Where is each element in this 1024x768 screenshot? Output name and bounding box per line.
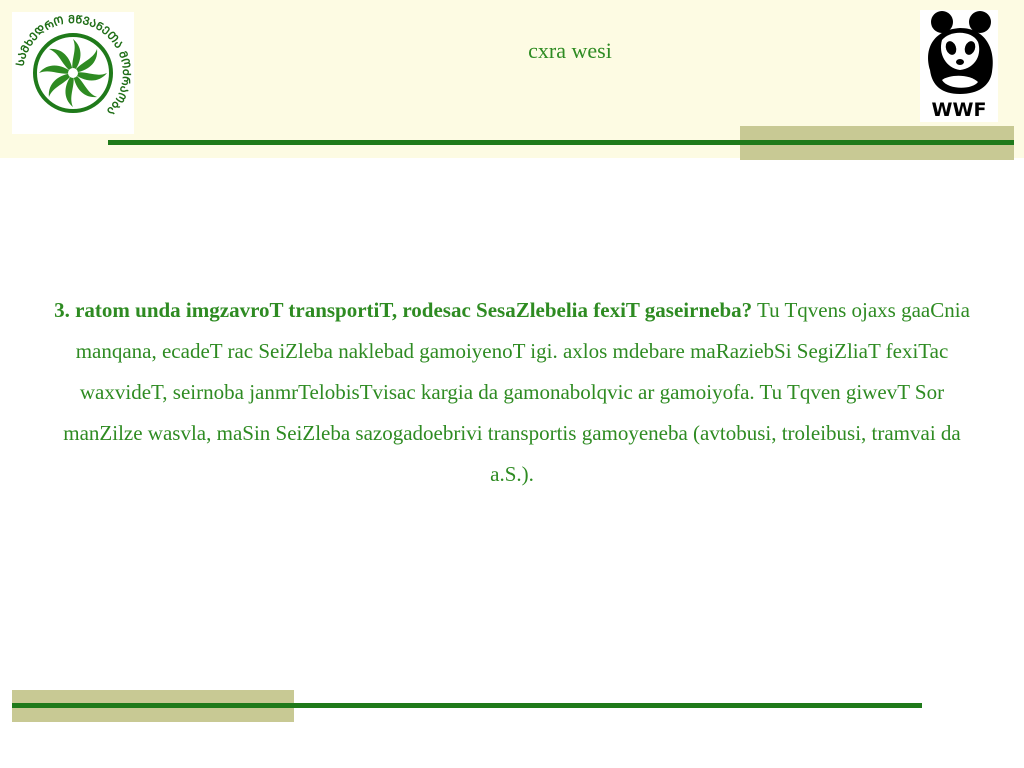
panda-icon (920, 10, 998, 122)
slide-title: cxra wesi (528, 38, 612, 63)
header-green-divider (108, 140, 1014, 145)
green-spiral-emblem-icon (12, 12, 134, 134)
wwf-text: WWF (931, 99, 987, 121)
question-text: 3. ratom unda imgzavroT transportiT, rodesac SesaZlebelia fexiT gaseirneba? (54, 298, 753, 322)
green-spiral-emblem-logo (12, 12, 134, 134)
body-paragraph (44, 290, 980, 495)
emblem-circular-text: ᲡᲐᲛᲮᲔᲓᲠᲝ ᲛᲬᲕᲐᲜᲔᲗᲐ ᲛᲝᲫᲠᲐᲝᲑᲐ (13, 12, 134, 118)
answer-text: Tu Tqvens ojaxs gaaCnia manqana, ecadeT rac SeiZleba naklebad gamoiyenoT igi. axlos mdebare maRaziebSi SegiZliaT fexiTac waxvideT, seirnoba janmrTelobisTvisac kargia da gamonabolqvic ar gamoiyofa. Tu Tqven giwevT Sor manZilze wasvla, maSin SeiZleba sazogadoebrivi transportis gamoyeneba (avtobusi, troleibusi, tramvai da a.S.). (63, 298, 970, 486)
footer-green-divider (12, 703, 922, 708)
wwf-logo (920, 10, 998, 122)
